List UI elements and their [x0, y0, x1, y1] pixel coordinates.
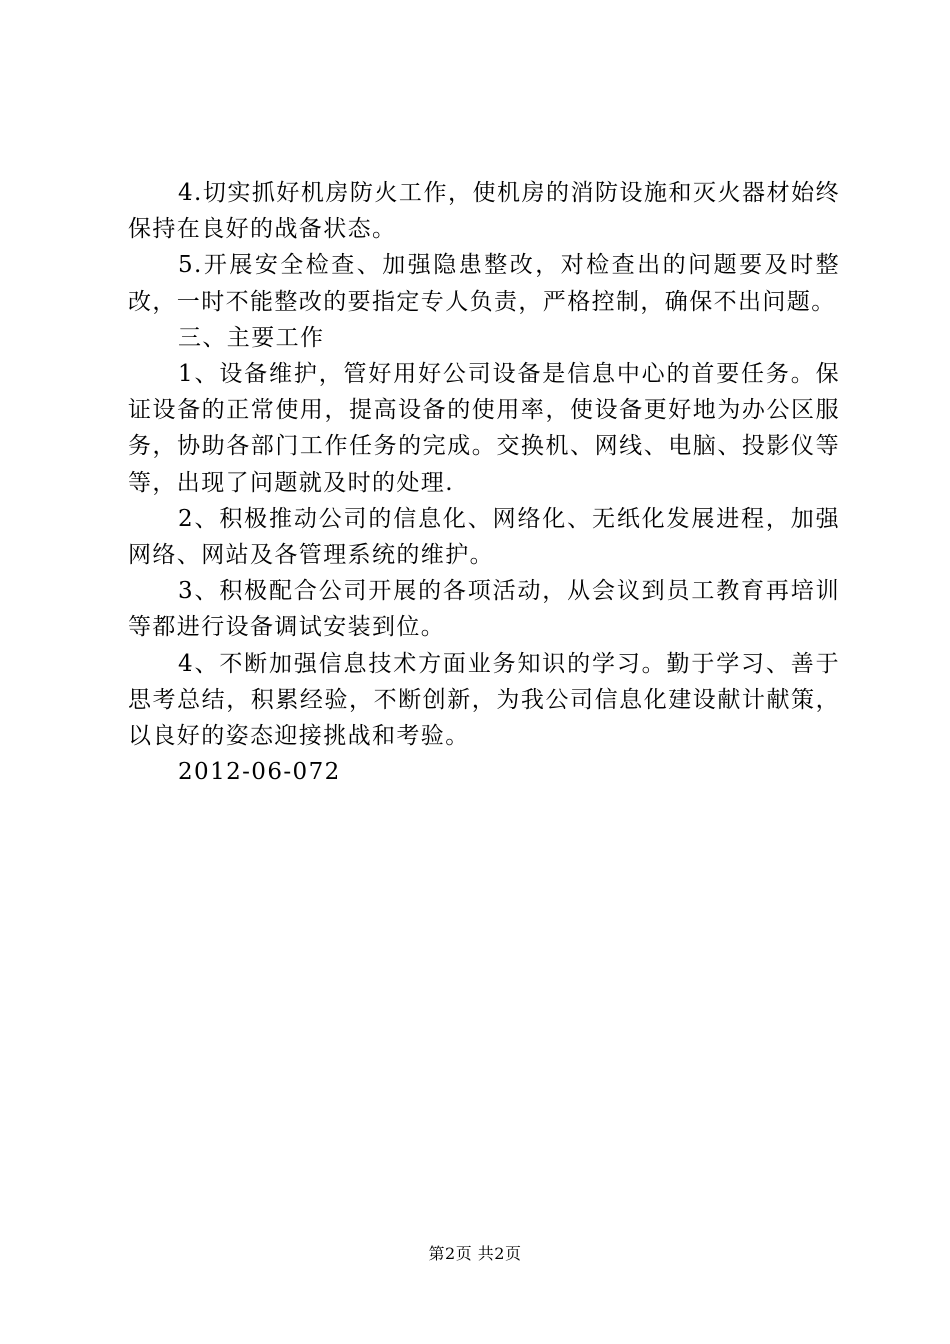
paragraph-safety-inspection: 5.开展安全检查、加强隐患整改，对检查出的问题要及时整改，一时不能整改的要指定专人负责，严格控制，确保不出问题。 [128, 252, 840, 315]
document-body [128, 175, 840, 790]
page-footer [0, 1244, 950, 1264]
section-heading-main-work: 三、主要工作 [178, 324, 325, 351]
paragraph-knowledge-learning: 4、不断加强信息技术方面业务知识的学习。勤于学习、善于思考总结，积累经验，不断创新，为我公司信息化建设献计献策，以良好的姿态迎接挑战和考验。 [128, 650, 840, 750]
paragraph-activity-support: 3、积极配合公司开展的各项活动，从会议到员工教育再培训等都进行设备调试安装到位。 [128, 578, 840, 641]
paragraph-informatization: 2、积极推动公司的信息化、网络化、无纸化发展进程，加强网络、网站及各管理系统的维护。 [128, 505, 840, 569]
paragraph-equipment-maintenance: 1、设备维护，管好用好公司设备是信息中心的首要任务。保证设备的正常使用，提高设备的使用率，使设备更好地为办公区服务，协助各部门工作任务的完成。交换机、网线、电脑、投影仪等等，出现了问题就及时的处理. [128, 361, 840, 496]
page-number-label: 第2页 共2页 [428, 1244, 522, 1263]
paragraph-fire-prevention: 4.切实抓好机房防火工作，使机房的消防设施和灭火器材始终保持在良好的战备状态。 [128, 180, 840, 243]
document-date: 2012-06-072 [178, 759, 341, 786]
